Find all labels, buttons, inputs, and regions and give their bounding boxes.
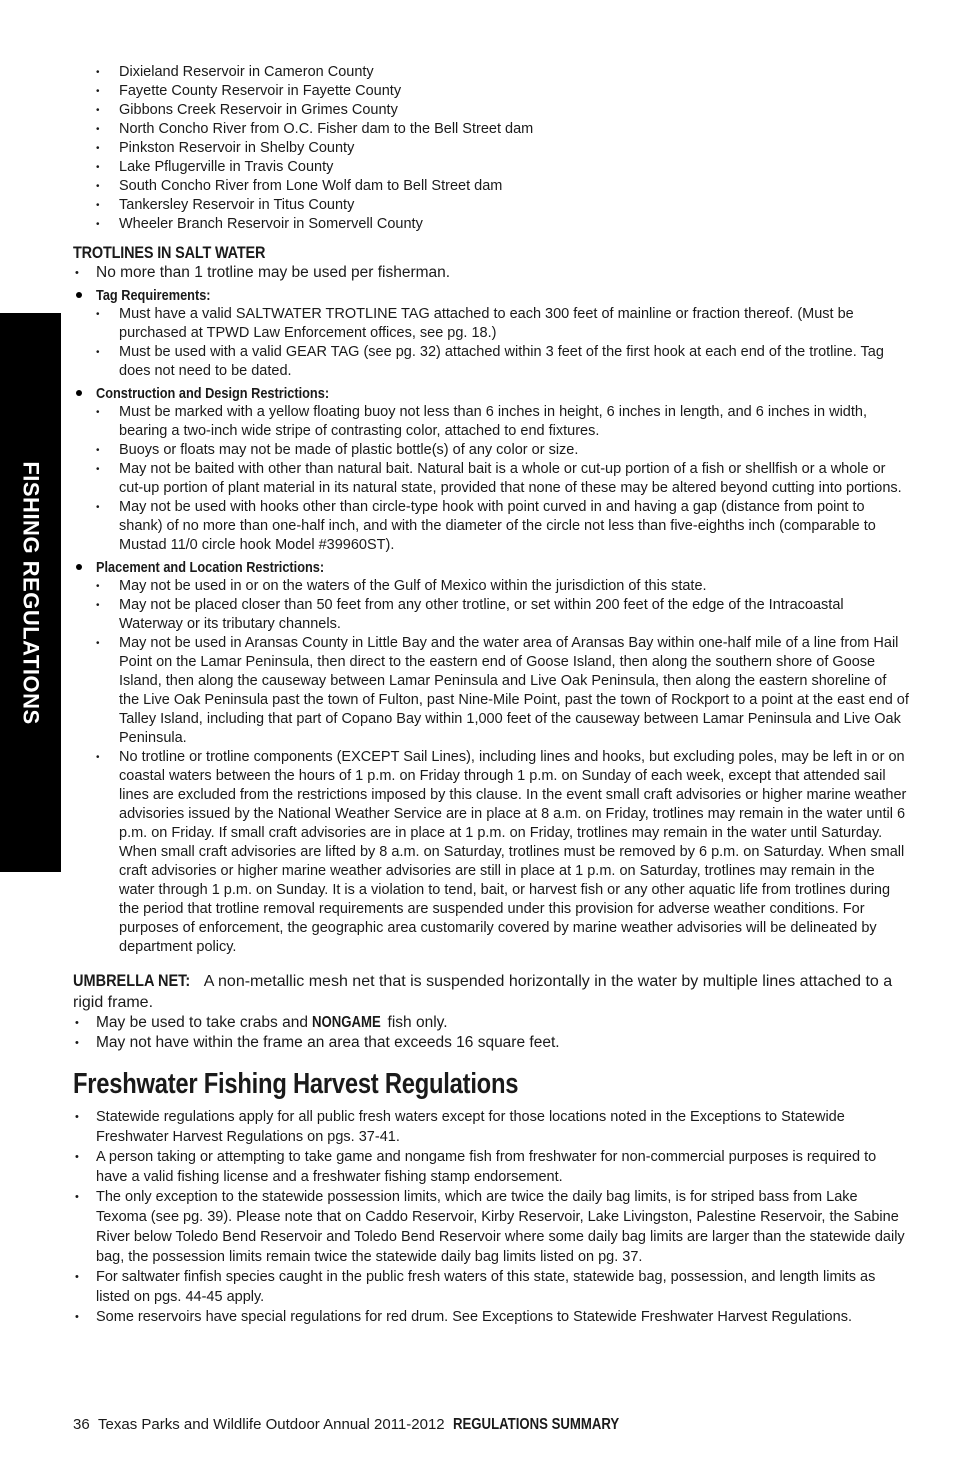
section-name: REGULATIONS SUMMARY	[452, 1416, 620, 1433]
list-item: • Pinkston Reservoir in Shelby County	[73, 139, 909, 158]
tag-requirements-list	[96, 305, 909, 381]
umbrella-net-definition	[73, 971, 909, 1013]
section-side-tab	[0, 313, 61, 872]
list-item: • Buoys or floats may not be made of plastic bottle(s) of any color or size.	[96, 441, 909, 460]
list-item: • May not be baited with other than natural bait. Natural bait is a whole or cut-up portion of a fish or shellfish or a whole or cut-up portion of plant material in its natural state, provided that none of these may be altered beyond cutting into portions.	[96, 460, 909, 498]
list-item: • Gibbons Creek Reservoir in Grimes County	[73, 101, 909, 120]
list-item: • Must be marked with a yellow floating buoy not less than 6 inches in height, 6 inches in length, and 6 inches in width, bearing a two-inch wide stripe of contrasting color, attached to end fixtures.	[96, 403, 909, 441]
list-item: • May not be used in Aransas County in Little Bay and the water area of Aransas Bay within one-half mile of a line from Hail Point on the Lamar Peninsula, then direct to the eastern end of Goose Island, then along the southern shore of Goose Island, then along the causeway between Lamar Peninsula and Live Oak Peninsula, then along the eastern shoreline of the Live Oak Peninsula past the town of Fulton, past Nine-Mile Point, past the town of Rockport to a point at the east end of Talley Island, including that part of Copano Bay within 1,000 feet of the causeway between Lamar Peninsula and Live Oak Peninsula.	[96, 634, 909, 748]
list-item: • Fayette County Reservoir in Fayette County	[73, 82, 909, 101]
list-item: • Must be used with a valid GEAR TAG (see pg. 32) attached within 3 feet of the first hook at each end of the trotline. Tag does not need to be dated.	[96, 343, 909, 381]
page-number: 36	[73, 1416, 90, 1433]
nongame-emphasis: NONGAME	[312, 1014, 382, 1031]
list-item: • Dixieland Reservoir in Cameron County	[73, 63, 909, 82]
list-item: • May not be used in or on the waters of the Gulf of Mexico within the jurisdiction of this state.	[96, 577, 909, 596]
umbrella-net-list	[73, 1013, 909, 1053]
umbrella-net-text: A non-metallic mesh net that is suspended horizontally in the water by multiple lines attached to a rigid frame.	[73, 973, 893, 1011]
list-item: • Wheeler Branch Reservoir in Somervell County	[73, 215, 909, 234]
placement-section	[73, 558, 909, 957]
list-item: • Must have a valid SALTWATER TROTLINE TAG attached to each 300 feet of mainline or fraction thereof. (Must be purchased at TPWD Law Enforcement offices, see pg. 18.)	[96, 305, 909, 343]
reservoir-list	[73, 63, 909, 234]
freshwater-heading: Freshwater Fishing Harvest Regulations	[73, 1068, 519, 1100]
list-item: • May not be used with hooks other than circle-type hook with point curved in and having a gap (distance from point to shank) of no more than one-half inch, and with the diameter of the circle not less than five-eighths inch (comparable to Mustad 11/0 circle hook Model #39960ST).	[96, 498, 909, 555]
list-item: • No trotline or trotline components (EXCEPT Sail Lines), including lines and hooks, but excluding poles, may be left in or on coastal waters between the hours of 1 p.m. on Friday through 1 p.m. on Sunday of each week, except that attended sail lines are excluded from the restrictions imposed by this clause. In the event small craft advisories or higher marine weather advisories issued by the National Weather Service are in place at 8 a.m. on Friday, trotlines may remain in the water until 6 p.m. on Friday. If small craft advisories are in place at 1 p.m. on Friday, trotlines may remain in the water until Saturday. When small craft advisories are lifted by 8 a.m. on Saturday, trotlines must be removed by 6 p.m. on Saturday. When small craft advisories or higher marine weather advisories are still in place at 1 p.m. on Saturday, trotlines may remain in the water through 1 p.m. on Sunday. It is a violation to tend, bait, or harvest fish or any other aquatic life from trotlines during the period that trotline removal requirements are suspended under this provision for adverse weather conditions. For purposes of enforcement, the geographic area customarily covered by marine weather advisories will be delineated by department policy.	[96, 748, 909, 957]
list-item: • No more than 1 trotline may be used per fisherman.	[73, 263, 909, 283]
list-item: • Some reservoirs have special regulations for red drum. See Exceptions to Statewide Freshwater Harvest Regulations.	[73, 1307, 909, 1327]
page-content	[73, 63, 909, 1327]
placement-list	[96, 577, 909, 957]
publication-title: Texas Parks and Wildlife Outdoor Annual 2011-2012	[98, 1416, 445, 1433]
construction-list	[96, 403, 909, 555]
freshwater-list	[73, 1107, 909, 1327]
trotlines-intro-list	[73, 263, 909, 283]
construction-section	[73, 384, 909, 555]
list-item: • May not have within the frame an area that exceeds 16 square feet.	[73, 1033, 909, 1053]
page-footer	[73, 1416, 648, 1434]
tag-requirements-label: Tag Requirements:	[96, 287, 211, 304]
placement-label: Placement and Location Restrictions:	[96, 559, 325, 576]
trotlines-heading: TROTLINES IN SALT WATER	[73, 243, 266, 262]
list-item: • South Concho River from Lone Wolf dam to Bell Street dam	[73, 177, 909, 196]
list-item: • For saltwater finfish species caught in the public fresh waters of this state, statewide bag, possession, and length limits as listed on pgs. 44-45 apply.	[73, 1267, 909, 1307]
list-item: • A person taking or attempting to take game and nongame fish from freshwater for non-commercial purposes is required to have a valid fishing license and a freshwater fishing stamp endorsement.	[73, 1147, 909, 1187]
item-text: May be used to take crabs and	[96, 1014, 313, 1031]
umbrella-net-term: UMBRELLA NET:	[73, 972, 191, 990]
side-tab-label: FISHING REGULATIONS	[18, 460, 44, 725]
item-text: fish only.	[383, 1014, 448, 1031]
construction-label: Construction and Design Restrictions:	[96, 385, 330, 402]
list-item	[73, 1013, 909, 1033]
list-item: • Tankersley Reservoir in Titus County	[73, 196, 909, 215]
list-item: • May not be placed closer than 50 feet from any other trotline, or set within 200 feet of the edge of the Intracoastal Waterway or its tributary channels.	[96, 596, 909, 634]
list-item: • North Concho River from O.C. Fisher dam to the Bell Street dam	[73, 120, 909, 139]
list-item: • Lake Pflugerville in Travis County	[73, 158, 909, 177]
list-item: • The only exception to the statewide possession limits, which are twice the daily bag limits, is for striped bass from Lake Texoma (see pg. 39). Please note that on Caddo Reservoir, Kirby Reservoir, Lake Livingston, Palestine Reservoir, the Sabine River below Toledo Bend Reservoir and Toledo Bend Reservoir where some daily bag limits are larger than the statewide daily bag, the possession limits remain twice the statewide daily bag limits listed on pg. 37.	[73, 1187, 909, 1267]
list-item: • Statewide regulations apply for all public fresh waters except for those locations noted in the Exceptions to Statewide Freshwater Harvest Regulations on pgs. 37-41.	[73, 1107, 909, 1147]
tag-requirements-section	[73, 286, 909, 381]
